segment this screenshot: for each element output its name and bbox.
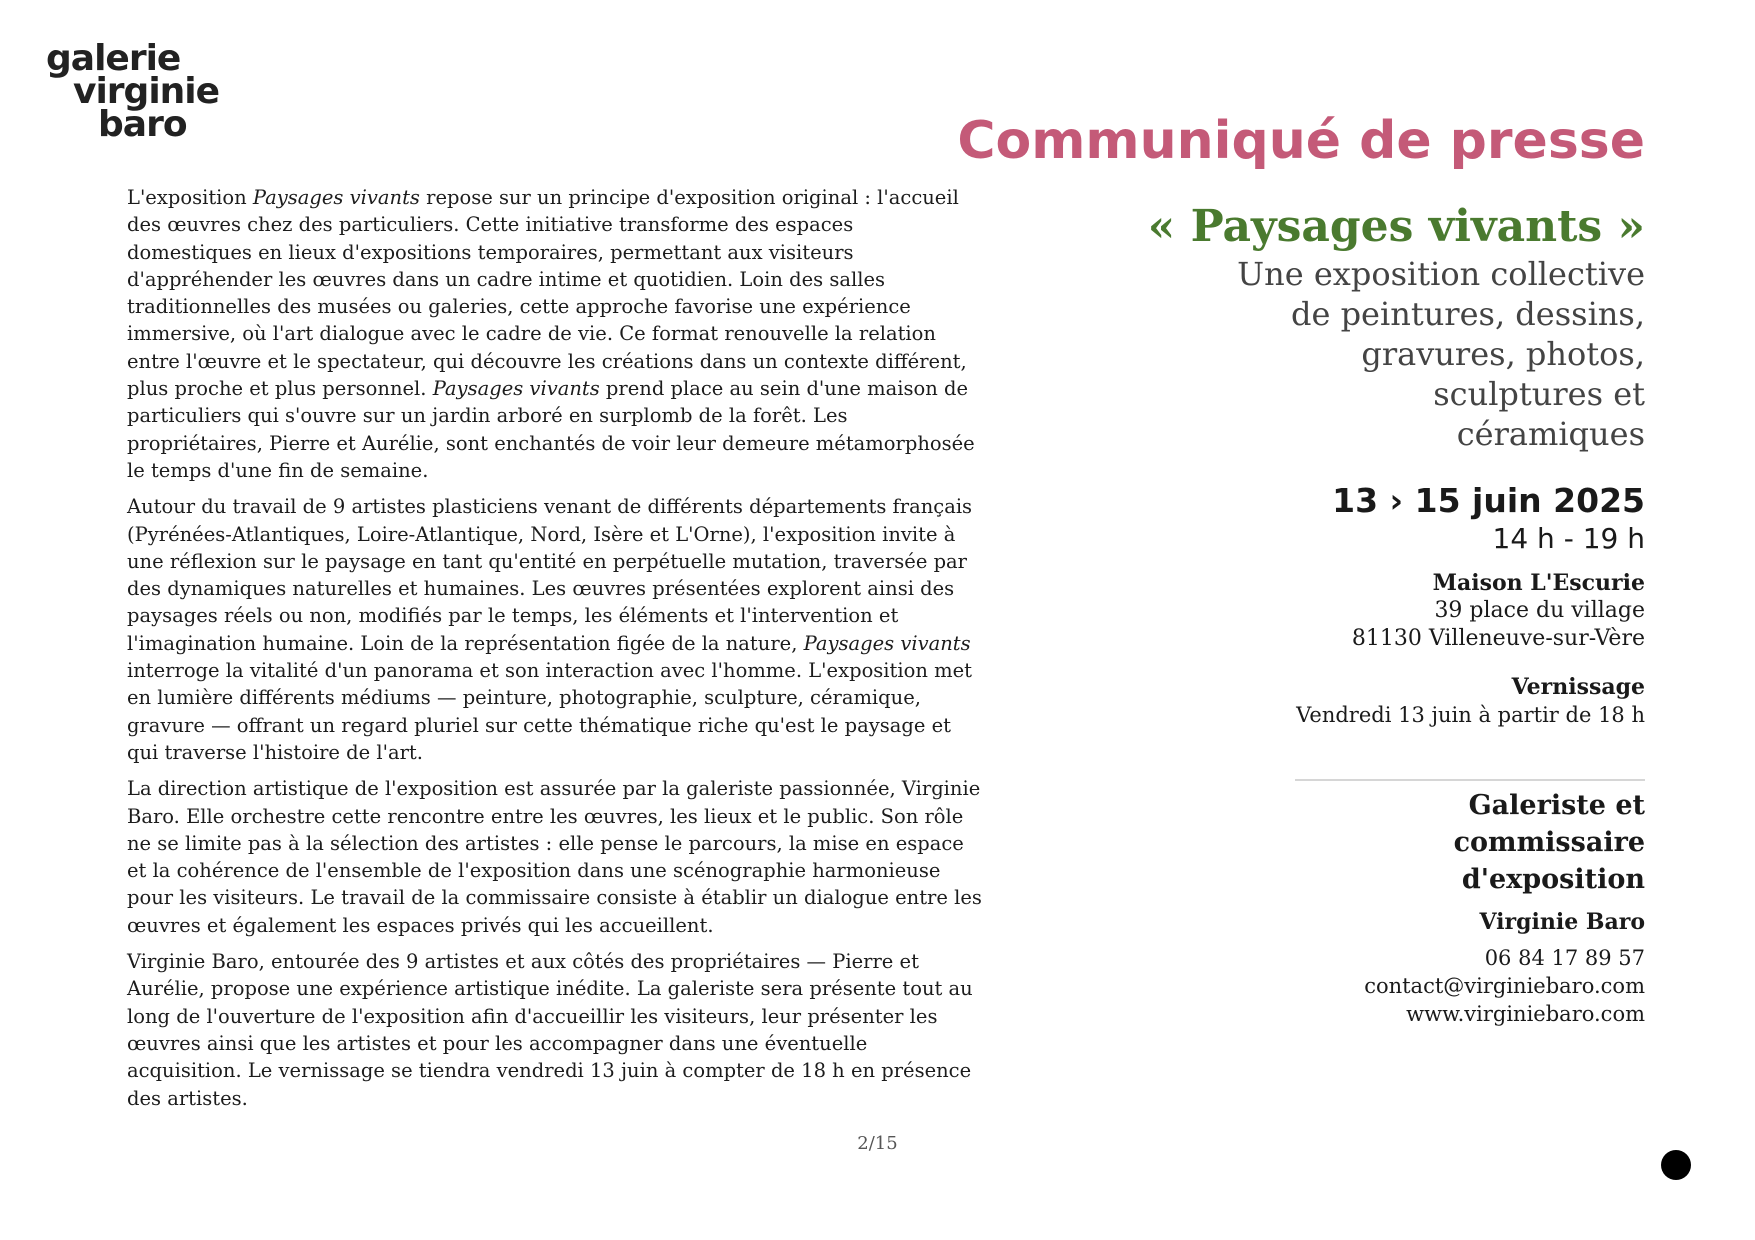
event-dates: 13 › 15 juin 2025	[1332, 481, 1645, 520]
paragraph-1-italic-title-1: Paysages vivants	[252, 186, 420, 209]
exhibition-title: « Paysages vivants »	[1147, 201, 1645, 252]
press-release-body	[127, 184, 982, 1121]
venue-name: Maison L'Escurie	[1432, 570, 1645, 596]
curator-phone: 06 84 17 89 57	[1484, 946, 1645, 970]
paragraph-1-text-e: prend place au sein d'une maison de particuliers qui s'ouvre sur un jardin arboré en surplomb de la forêt. Les propriétaires, Pierre et Aurélie, sont enchantés de voir leur demeure métamorphosée le temps d'une fin de semaine.	[127, 377, 975, 482]
paragraph-1-text-a: L'exposition	[127, 186, 253, 209]
curator-label: Galeriste et commissaire d'exposition	[1453, 790, 1645, 895]
logo-line-virginie: virginie	[73, 71, 220, 112]
gallery-logo	[46, 38, 220, 145]
venue-address-line-2: 81130 Villeneuve-sur-Vère	[1351, 626, 1645, 651]
paragraph-3: La direction artistique de l'exposition est assurée par la galeriste passionnée, Virginie Baro. Elle orchestre cette rencontre entre les œuvres, les lieux et le public. Son rôle ne se limite pas à la sélection des artistes : elle pense le parcours, la mise en espace et la cohérence de l'ensemble de l'exposition dans une scénographie harmonieuse pour les visiteurs. Le travail de la commissaire consiste à établir un dialogue entre les œuvres et également les espaces privés qui les accueillent.	[127, 777, 982, 937]
event-hours: 14 h - 19 h	[1492, 522, 1645, 555]
curator-website[interactable]: www.virginiebaro.com	[1406, 1002, 1645, 1026]
paragraph-1-text-c: repose sur un principe d'exposition original : l'accueil des œuvres chez des particuliers. Cette initiative transforme des espaces domestiques en lieux d'expositions temporaires, permettant aux visiteurs d'appréhender les œuvres dans un cadre intime et quotidien. Loin des salles traditionnelles des musées ou galeries, cette approche favorise une expérience immersive, où l'art dialogue avec le cadre de vie. Ce format renouvelle la relation entre l'œuvre et le spectateur, qui découvre les créations dans un contexte différent, plus proche et plus personnel.	[127, 186, 967, 401]
venue-address-line-1: 39 place du village	[1434, 598, 1645, 623]
logo-line-baro: baro	[98, 104, 187, 145]
document-type-title: Communiqué de presse	[957, 111, 1645, 171]
info-column	[945, 108, 1645, 1028]
paragraph-2-text-c: interroge la vitalité d'un panorama et son interaction avec l'homme. L'exposition met en lumière différents médiums — peinture, photographie, sculpture, céramique, gravure — offrant un regard pluriel sur cette thématique riche qu'est le paysage et qui traverse l'histoire de l'art.	[127, 659, 972, 764]
section-divider	[1295, 779, 1645, 781]
curator-email[interactable]: contact@virginiebaro.com	[1364, 974, 1645, 998]
paragraph-1-italic-title-2: Paysages vivants	[432, 377, 600, 401]
curator-name: Virginie Baro	[1479, 909, 1645, 935]
paragraph-4: Virginie Baro, entourée des 9 artistes et aux côtés des propriétaires — Pierre et Aurélie, propose une expérience artistique inédite. La galeriste sera présente tout au long de l'ouverture de l'exposition afin d'accueillir les visiteurs, leur présenter les œuvres ainsi que les artistes et pour les accompagner dans une éventuelle acquisition. Le vernissage se tiendra vendredi 13 juin à compter de 18 h en présence des artistes.	[127, 950, 973, 1110]
paragraph-2-italic-title: Paysages vivants	[803, 631, 971, 655]
vernissage-label: Vernissage	[1511, 674, 1645, 700]
vernissage-text: Vendredi 13 juin à partir de 18 h	[1296, 703, 1645, 727]
paragraph-2-text-a: Autour du travail de 9 artistes plasticiens venant de différents départements français (Pyrénées-Atlantiques, Loire-Atlantique, Nord, Isère et L'Orne), l'exposition invite à une réflexion sur le paysage en tant qu'entité en perpétuelle mutation, traversée par des dynamiques naturelles et humaines. Les œuvres présentées explorent ainsi des paysages réels ou non, modifiés par le temps, les éléments et l'intervention et l'imagination humaine. Loin de la représentation figée de la nature,	[127, 495, 973, 655]
page-number: 2/15	[857, 1133, 898, 1154]
exhibition-subtitle: Une exposition collective de peintures, dessins, gravures, photos, sculptures et céramiques	[1237, 255, 1645, 453]
logo-line-galerie: galerie	[46, 38, 181, 79]
paragraph-2	[127, 493, 982, 766]
black-dot-icon	[1661, 1150, 1691, 1180]
paragraph-1	[127, 184, 982, 484]
